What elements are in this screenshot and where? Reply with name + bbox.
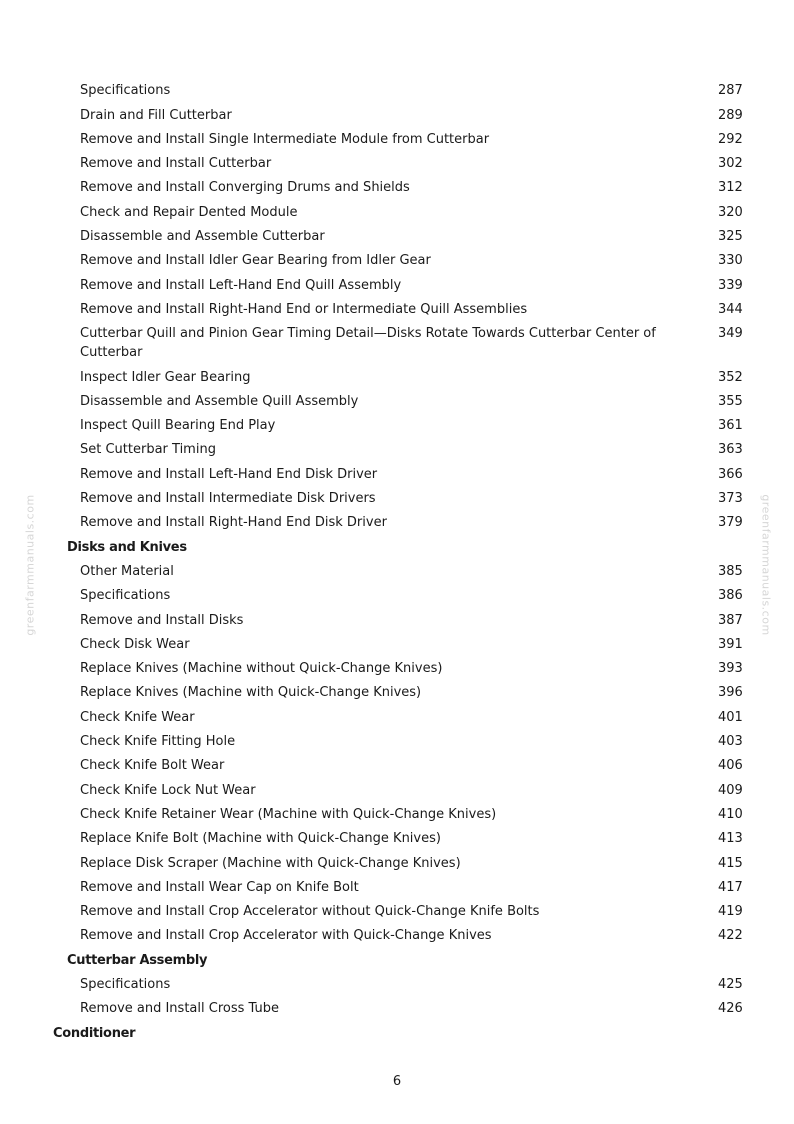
toc-entry-page: 401 (718, 709, 743, 725)
toc-entry-title: Remove and Install Right-Hand End or Intermediate Quill Assemblies (80, 301, 528, 317)
toc-entry-page: 417 (718, 879, 743, 895)
toc-entry-page: 344 (718, 301, 743, 317)
toc-entry[interactable] (0, 611, 794, 630)
toc-entry-title: Check and Repair Dented Module (80, 204, 298, 220)
toc-entry-title: Specifications (80, 83, 171, 99)
toc-entry-page: 415 (718, 855, 743, 871)
toc-entry[interactable] (0, 130, 794, 149)
toc-entry-title: Replace Knives (Machine without Quick-Change Knives) (80, 661, 443, 677)
toc-entry-title: Check Knife Lock Nut Wear (80, 782, 256, 798)
toc-entry-page: 349 (718, 326, 743, 342)
toc-entry-page: 410 (718, 806, 743, 822)
toc-entry-page: 386 (718, 588, 743, 604)
toc-entry-title: Replace Knives (Machine with Quick-Change Knives) (80, 685, 422, 701)
toc-entry[interactable] (0, 392, 794, 411)
toc-entry-title: Remove and Install Idler Gear Bearing from Idler Gear (80, 253, 431, 269)
toc-entry-title: Disassemble and Assemble Quill Assembly (80, 393, 359, 409)
toc-entry[interactable] (0, 732, 794, 751)
toc-entry-title: Replace Knife Bolt (Machine with Quick-Change Knives) (80, 831, 441, 847)
toc-entry[interactable] (0, 368, 794, 387)
toc-entry-title: Check Disk Wear (80, 636, 190, 652)
toc-entry-page: 366 (718, 466, 743, 482)
toc-entry-page: 312 (718, 180, 743, 196)
toc-entry-page: 330 (718, 253, 743, 269)
toc-entry[interactable] (0, 635, 794, 654)
toc-entry-title: Remove and Install Disks (80, 612, 244, 628)
toc-entry[interactable] (0, 586, 794, 605)
toc-entry[interactable] (0, 781, 794, 800)
toc-entry-page: 413 (718, 831, 743, 847)
toc-entry-title: Check Knife Fitting Hole (80, 734, 236, 750)
toc-section-heading[interactable] (0, 538, 794, 557)
toc-entry-page: 320 (718, 204, 743, 220)
toc-entry-title: Conditioner (53, 1025, 136, 1041)
toc-entry-title: Check Knife Bolt Wear (80, 758, 225, 774)
toc-entry[interactable] (0, 300, 794, 319)
toc-entry-page: 425 (718, 976, 743, 992)
toc-entry[interactable] (0, 178, 794, 197)
toc-entry[interactable] (0, 805, 794, 824)
toc-entry-page: 325 (718, 229, 743, 245)
toc-entry-title: Set Cutterbar Timing (80, 442, 216, 458)
toc-entry-title: Remove and Install Converging Drums and Shields (80, 180, 410, 196)
toc-entry-page: 292 (718, 131, 743, 147)
toc-entry[interactable] (0, 829, 794, 848)
toc-entry[interactable] (0, 440, 794, 459)
toc-entry[interactable] (0, 854, 794, 873)
toc-entry[interactable] (0, 708, 794, 727)
toc-entry[interactable] (0, 513, 794, 532)
toc-entry[interactable] (0, 756, 794, 775)
toc-entry[interactable] (0, 324, 794, 362)
toc-entry[interactable] (0, 975, 794, 994)
toc-entry[interactable] (0, 227, 794, 246)
toc-entry-page: 387 (718, 612, 743, 628)
watermark-right: greenfarmmanuals.com (759, 494, 773, 636)
toc-entry-title: Check Knife Retainer Wear (Machine with Quick-Change Knives) (80, 806, 497, 822)
toc-entry-page: 419 (718, 904, 743, 920)
toc-entry-title: Remove and Install Left-Hand End Quill Assembly (80, 277, 402, 293)
toc-entry[interactable] (0, 683, 794, 702)
toc-entry-title: Remove and Install Crop Accelerator without Quick-Change Knife Bolts (80, 904, 540, 920)
toc-entry-page: 426 (718, 1001, 743, 1017)
toc-entry-title: Check Knife Wear (80, 709, 195, 725)
toc-entry-title: Disks and Knives (67, 539, 187, 555)
toc-entry-page: 339 (718, 277, 743, 293)
toc-entry[interactable] (0, 276, 794, 295)
page-number: 6 (392, 1074, 402, 1089)
toc-entry-title: Other Material (80, 563, 174, 579)
toc-entry-page: 355 (718, 393, 743, 409)
toc-entry[interactable] (0, 154, 794, 173)
toc-entry-title: Cutterbar Assembly (67, 952, 208, 968)
toc-entry-page: 403 (718, 734, 743, 750)
toc-entry-page: 385 (718, 563, 743, 579)
toc-entry[interactable] (0, 902, 794, 921)
watermark-left: greenfarmmanuals.com (23, 494, 37, 636)
toc-entry[interactable] (0, 251, 794, 270)
toc-entry-page: 422 (718, 928, 743, 944)
toc-entry[interactable] (0, 659, 794, 678)
toc-entry-title: Disassemble and Assemble Cutterbar (80, 229, 325, 245)
toc-entry-page: 363 (718, 442, 743, 458)
toc-entry[interactable] (0, 489, 794, 508)
toc-entry[interactable] (0, 878, 794, 897)
toc-entry[interactable] (0, 926, 794, 945)
toc-entry-title: Remove and Install Intermediate Disk Drivers (80, 491, 376, 507)
toc-section-heading[interactable] (0, 1024, 794, 1043)
toc-entry[interactable] (0, 562, 794, 581)
toc-entry-title: Remove and Install Cross Tube (80, 1001, 279, 1017)
toc-entry-title: Drain and Fill Cutterbar (80, 107, 232, 123)
toc-entry-page: 393 (718, 661, 743, 677)
table-of-contents (0, 76, 794, 1043)
toc-entry-page: 287 (718, 83, 743, 99)
toc-entry-page: 406 (718, 758, 743, 774)
toc-entry[interactable] (0, 416, 794, 435)
toc-entry-title: Remove and Install Right-Hand End Disk Driver (80, 515, 387, 531)
toc-entry-page: 352 (718, 369, 743, 385)
toc-entry-title: Specifications (80, 588, 171, 604)
toc-section-heading[interactable] (0, 951, 794, 970)
toc-entry[interactable] (0, 999, 794, 1018)
toc-entry-title: Cutterbar Quill and Pinion Gear Timing Detail—Disks Rotate Towards Cutterbar Center of Cutterbar (80, 326, 656, 361)
toc-entry[interactable] (0, 203, 794, 222)
toc-entry-title: Specifications (80, 976, 171, 992)
toc-entry-page: 373 (718, 491, 743, 507)
toc-entry[interactable] (0, 81, 794, 100)
toc-entry-title: Inspect Quill Bearing End Play (80, 418, 276, 434)
toc-entry-page: 391 (718, 636, 743, 652)
toc-entry-title: Remove and Install Crop Accelerator with Quick-Change Knives (80, 928, 492, 944)
toc-entry-title: Replace Disk Scraper (Machine with Quick-Change Knives) (80, 855, 461, 871)
toc-entry-page: 361 (718, 418, 743, 434)
toc-entry-title: Remove and Install Left-Hand End Disk Driver (80, 466, 378, 482)
toc-entry-page: 409 (718, 782, 743, 798)
toc-entry-title: Remove and Install Cutterbar (80, 156, 272, 172)
toc-entry-title: Remove and Install Wear Cap on Knife Bolt (80, 879, 359, 895)
toc-entry-page: 289 (718, 107, 743, 123)
toc-entry[interactable] (0, 106, 794, 125)
toc-entry-page: 379 (718, 515, 743, 531)
toc-entry-page: 302 (718, 156, 743, 172)
toc-entry[interactable] (0, 465, 794, 484)
toc-entry-title: Remove and Install Single Intermediate Module from Cutterbar (80, 131, 490, 147)
toc-entry-title: Inspect Idler Gear Bearing (80, 369, 251, 385)
toc-entry-page: 396 (718, 685, 743, 701)
